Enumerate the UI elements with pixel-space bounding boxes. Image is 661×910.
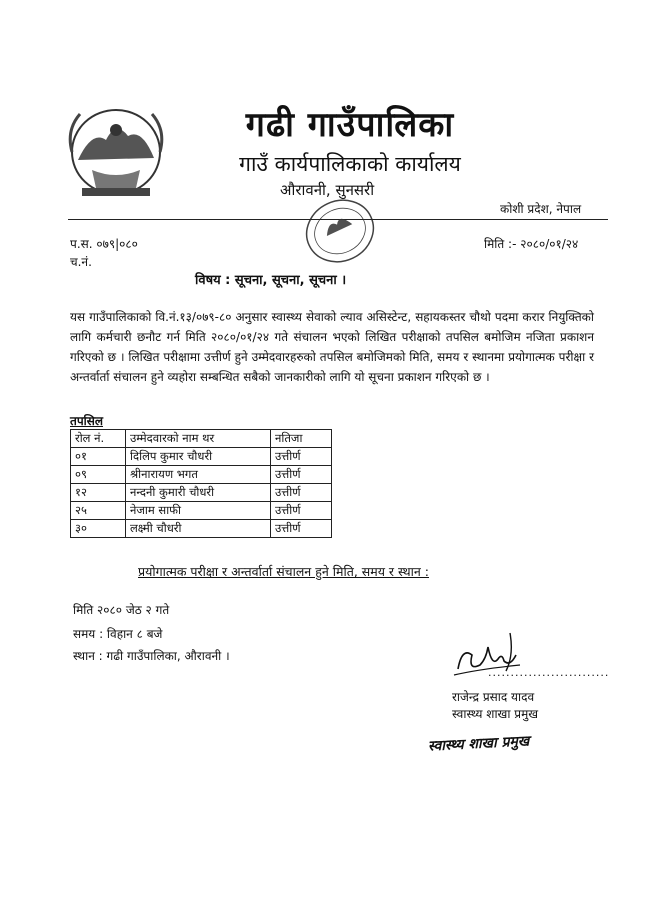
name-cell: नन्दनी कुमारी चौधरी [126,484,271,502]
schedule-date: मिति २०८० जेठ २ गते [73,603,170,617]
roll-cell: ०१ [71,448,126,466]
table-row [71,484,332,502]
roll-cell: ०९ [71,466,126,484]
table-row [71,520,332,538]
column-header-name: उम्मेदवारको नाम थर [126,430,271,448]
signature-dotted-line: ........................... [488,666,610,679]
column-header-result: नतिजा [271,430,332,448]
result-cell: उत्तीर्ण [271,484,332,502]
roll-cell: ३० [71,520,126,538]
office-location: औरावनी, सुनसरी [280,181,375,199]
province-label: कोशी प्रदेश, नेपाल [500,202,582,216]
schedule-time: समय : विहान ८ बजे [73,627,163,641]
signatory-name: राजेन्द्र प्रसाद यादव [452,690,535,704]
nepal-emblem-logo [62,100,170,200]
notice-date: मिति :- २०८०/०१/२४ [484,237,579,251]
table-row [71,502,332,520]
name-cell: दिलिप कुमार चौधरी [126,448,271,466]
column-header-roll: रोल नं. [71,430,126,448]
results-table [70,429,332,538]
name-cell: श्रीनारायण भगत [126,466,271,484]
notice-body: यस गाउँपालिकाको वि.नं.१३/०७९-८० अनुसार स्वास्थ्य सेवाको ल्याव असिस्टेन्ट, सहायकस्तर चौथो पदमा करार नियुक्तिको लागि कर्मचारी छनौट गर्न मिति २०८०/०१/२४ गते संचालन भएको लिखित परीक्षाको तपसिल बमोजिम नजिता प्रकाशन गरिएको छ । लिखित परीक्षामा उत्तीर्ण हुने उम्मेदवारहरुको तपसिल बमोजिमको मिति, समय र स्थानमा प्रयोगात्मक परीक्षा र अन्तर्वार्ता संचालन हुने व्यहोरा सम्बन्धित सबैको जानकारीको लागि यो सूचना प्रकाशन गरिएको छ । [70,310,594,384]
roll-cell: १२ [71,484,126,502]
signatory-designation: स्वास्थ्य शाखा प्रमुख [452,707,539,721]
result-cell: उत्तीर्ण [271,520,332,538]
designation-stamp: स्वास्थ्य शाखा प्रमुख [427,733,530,755]
reference-number: प.स. ०७९|०८० [70,237,138,251]
notice-subject: विषय : सूचना, सूचना, सूचना । [195,273,347,288]
schedule-heading: प्रयोगात्मक परीक्षा र अन्तर्वार्ता संचालन हुने मिति, समय र स्थान : [138,564,429,579]
name-cell: नेजाम साफी [126,502,271,520]
result-cell: उत्तीर्ण [271,466,332,484]
name-cell: लक्ष्मी चौधरी [126,520,271,538]
table-row [71,448,332,466]
table-header-row [71,430,332,448]
schedule-place: स्थान : गढी गाउँपालिका, औरावनी । [73,649,230,663]
official-seal-stamp [290,186,390,276]
municipality-title: गढी गाउँपालिका [245,105,455,145]
result-cell: उत्तीर्ण [271,502,332,520]
office-title: गाउँ कार्यपालिकाको कार्यालय [239,152,461,176]
dispatch-number: च.नं. [70,255,92,269]
table-row [71,466,332,484]
roll-cell: २५ [71,502,126,520]
details-label: तपसिल [70,414,104,428]
result-cell: उत्तीर्ण [271,448,332,466]
